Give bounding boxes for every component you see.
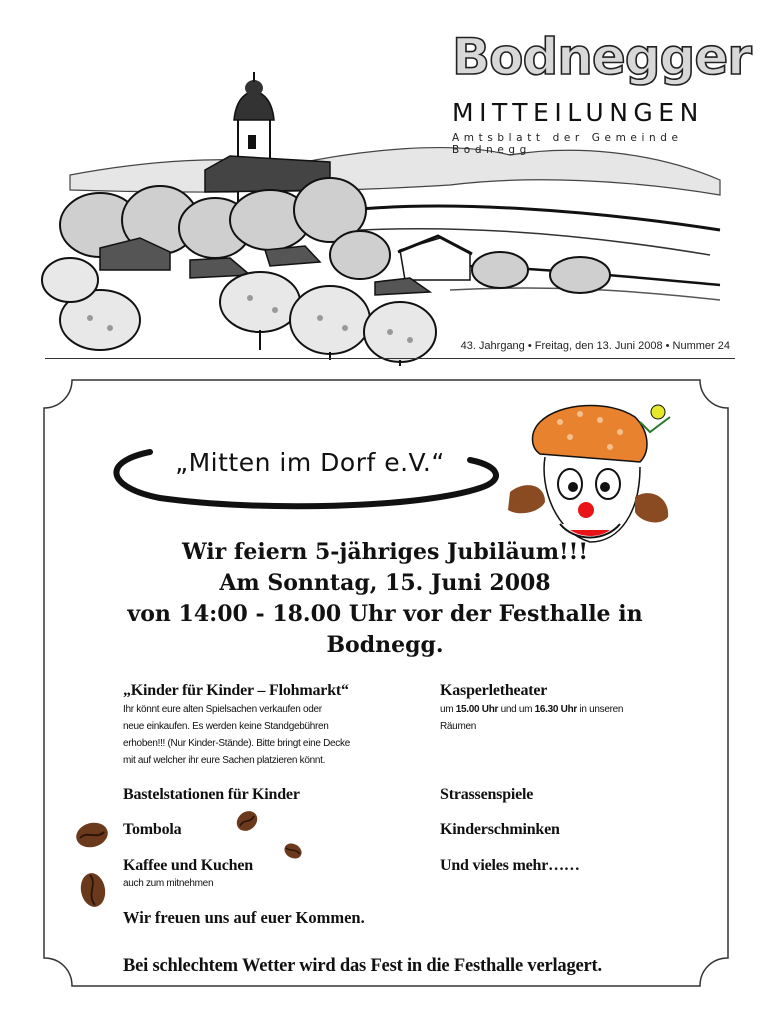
text-line: neue einkaufen. Es werden keine Standgebühren [123,721,329,732]
flohmarkt-title: „Kinder für Kinder – Flohmarkt“ [123,682,349,699]
publication-title: MITTEILUNGEN [452,98,704,127]
masthead-divider [45,358,735,359]
text-fragment: um [440,704,454,715]
kasperle-block [440,682,700,735]
kaffee-note: auch zum mitnehmen [123,878,214,889]
time-fragment: 16.30 Uhr [534,704,577,715]
coffee-bean-icon [234,808,260,834]
club-name: „Mitten im Dorf e.V.“ [175,448,445,477]
kasperle-title: Kasperletheater [440,682,548,699]
text-fragment: in unseren [579,704,624,715]
text-line: mit auf welcher ihr eure Sachen platzieren könnt. [123,755,326,766]
kasperle-text [440,701,700,735]
tombola-item: Tombola [123,821,182,838]
time-fragment: 15.00 Uhr [455,704,499,715]
kaffee-block [123,857,253,892]
kaffee-item: Kaffee und Kuchen [123,857,253,874]
logo-wordmark: Bodnegger [452,28,751,86]
coffee-bean-icon [74,818,110,852]
headline [100,537,670,661]
text-line: Ihr könnt eure alten Spielsachen verkaufen oder [123,704,322,715]
coffee-bean-icon [282,840,304,862]
event-flyer [0,370,770,1000]
headline-line: Am Sonntag, 15. Juni 2008 [219,570,551,596]
text-line: Räumen [440,721,476,732]
text-fragment: und um [500,704,533,715]
headline-line: Wir feiern 5-jähriges Jubiläum!!! [181,539,588,565]
coffee-bean-icon [78,870,108,910]
masthead [0,0,770,370]
flohmarkt-block [123,682,413,769]
publication-tagline: Amtsblatt der Gemeinde Bodnegg [452,132,683,156]
issue-info: 43. Jahrgang • Freitag, den 13. Juni 2008 • Nummer 24 [460,340,730,352]
headline-line: von 14:00 - 18.00 Uhr vor der Festhalle in [127,601,643,627]
flohmarkt-text [123,701,413,769]
headline-line: Bodnegg. [326,632,444,658]
weather-note: Bei schlechtem Wetter wird das Fest in die Festhalle verlagert. [123,956,602,976]
schminken-item: Kinderschminken [440,821,560,838]
welcome-line: Wir freuen uns auf euer Kommen. [123,908,365,927]
basteln-item: Bastelstationen für Kinder [123,786,300,803]
text-line: erhoben!!! (Nur Kinder-Stände). Bitte bringt eine Decke [123,738,350,749]
strassenspiele-item: Strassenspiele [440,786,534,803]
mehr-item: Und vieles mehr…… [440,857,580,874]
